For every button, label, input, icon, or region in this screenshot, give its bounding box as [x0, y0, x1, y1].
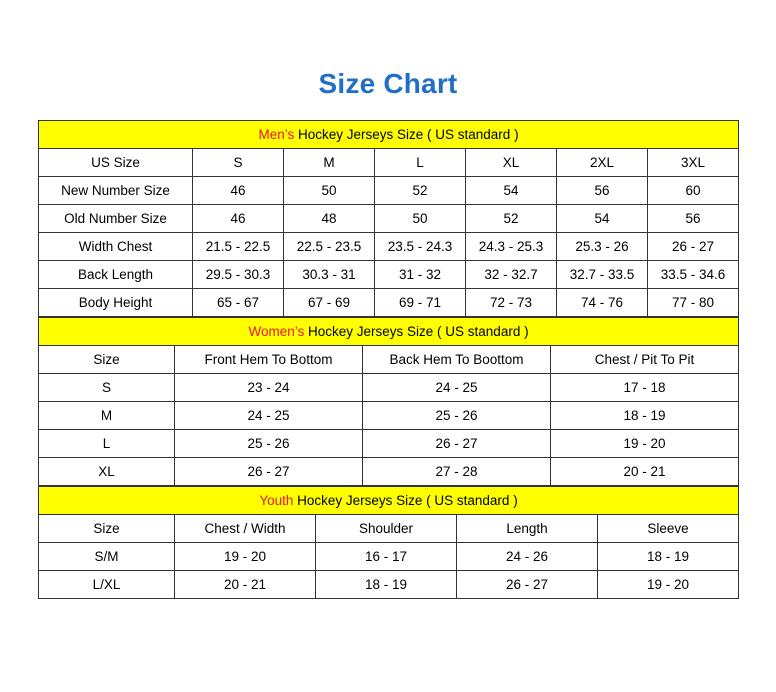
- youth-size-table: [38, 486, 739, 599]
- mens-col-4: XL: [466, 149, 557, 177]
- mens-row-1-val-0: 46: [193, 205, 284, 233]
- womens-row-1-val-1: 25 - 26: [363, 402, 551, 430]
- youth-section-heading: [39, 487, 739, 515]
- table-row: [39, 261, 739, 289]
- mens-row-3-val-5: 33.5 - 34.6: [648, 261, 739, 289]
- womens-row-3-val-1: 27 - 28: [363, 458, 551, 486]
- mens-row-1-val-2: 50: [375, 205, 466, 233]
- table-row: [39, 205, 739, 233]
- youth-heading-rest: Hockey Jerseys Size ( US standard ): [293, 493, 518, 508]
- mens-row-2-val-5: 26 - 27: [648, 233, 739, 261]
- womens-row-3-val-0: 26 - 27: [175, 458, 363, 486]
- womens-heading-cell: [39, 318, 739, 346]
- mens-col-6: 3XL: [648, 149, 739, 177]
- womens-row-1-label: M: [39, 402, 175, 430]
- mens-row-1-val-1: 48: [284, 205, 375, 233]
- size-chart: [38, 120, 738, 599]
- youth-row-1-val-3: 19 - 20: [598, 571, 739, 599]
- mens-row-2-val-3: 24.3 - 25.3: [466, 233, 557, 261]
- womens-row-3-val-2: 20 - 21: [551, 458, 739, 486]
- mens-row-1-label: Old Number Size: [39, 205, 193, 233]
- womens-row-2-label: L: [39, 430, 175, 458]
- mens-row-0-val-3: 54: [466, 177, 557, 205]
- mens-row-0-val-1: 50: [284, 177, 375, 205]
- youth-col-2: Shoulder: [316, 515, 457, 543]
- youth-row-0-val-1: 16 - 17: [316, 543, 457, 571]
- youth-row-0-label: S/M: [39, 543, 175, 571]
- mens-row-0-val-2: 52: [375, 177, 466, 205]
- table-row: [39, 233, 739, 261]
- youth-heading-cell: [39, 487, 739, 515]
- table-row: [39, 374, 739, 402]
- mens-row-3-val-2: 31 - 32: [375, 261, 466, 289]
- mens-row-3-label: Back Length: [39, 261, 193, 289]
- womens-col-2: Back Hem To Boottom: [363, 346, 551, 374]
- mens-col-1: S: [193, 149, 284, 177]
- youth-row-1-val-2: 26 - 27: [457, 571, 598, 599]
- mens-row-3-val-0: 29.5 - 30.3: [193, 261, 284, 289]
- mens-row-3-val-1: 30.3 - 31: [284, 261, 375, 289]
- mens-row-4-val-1: 67 - 69: [284, 289, 375, 317]
- mens-col-5: 2XL: [557, 149, 648, 177]
- table-row: [39, 458, 739, 486]
- womens-row-2-val-0: 25 - 26: [175, 430, 363, 458]
- youth-col-0: Size: [39, 515, 175, 543]
- table-row: [39, 177, 739, 205]
- mens-row-0-val-4: 56: [557, 177, 648, 205]
- table-row: [39, 430, 739, 458]
- womens-row-2-val-1: 26 - 27: [363, 430, 551, 458]
- mens-section-heading: [39, 121, 739, 149]
- mens-row-4-label: Body Height: [39, 289, 193, 317]
- mens-row-4-val-5: 77 - 80: [648, 289, 739, 317]
- womens-row-0-val-2: 17 - 18: [551, 374, 739, 402]
- mens-row-2-val-0: 21.5 - 22.5: [193, 233, 284, 261]
- youth-col-4: Sleeve: [598, 515, 739, 543]
- youth-row-1-val-0: 20 - 21: [175, 571, 316, 599]
- mens-col-0: US Size: [39, 149, 193, 177]
- youth-row-1-label: L/XL: [39, 571, 175, 599]
- mens-row-3-val-4: 32.7 - 33.5: [557, 261, 648, 289]
- mens-row-4-val-3: 72 - 73: [466, 289, 557, 317]
- mens-row-4-val-2: 69 - 71: [375, 289, 466, 317]
- youth-row-0-val-3: 18 - 19: [598, 543, 739, 571]
- mens-row-2-val-2: 23.5 - 24.3: [375, 233, 466, 261]
- womens-row-3-label: XL: [39, 458, 175, 486]
- mens-col-3: L: [375, 149, 466, 177]
- mens-row-2-val-4: 25.3 - 26: [557, 233, 648, 261]
- womens-size-table: [38, 317, 739, 486]
- mens-row-4-val-4: 74 - 76: [557, 289, 648, 317]
- womens-row-2-val-2: 19 - 20: [551, 430, 739, 458]
- youth-col-3: Length: [457, 515, 598, 543]
- womens-col-0: Size: [39, 346, 175, 374]
- mens-row-2-label: Width Chest: [39, 233, 193, 261]
- womens-heading-accent: Women’s: [248, 324, 305, 339]
- page-title: Size Chart: [318, 68, 458, 99]
- mens-heading-cell: [39, 121, 739, 149]
- womens-col-3: Chest / Pit To Pit: [551, 346, 739, 374]
- mens-row-1-val-3: 52: [466, 205, 557, 233]
- table-row: [39, 543, 739, 571]
- mens-row-1-val-5: 56: [648, 205, 739, 233]
- womens-row-1-val-2: 18 - 19: [551, 402, 739, 430]
- womens-row-0-val-1: 24 - 25: [363, 374, 551, 402]
- mens-col-2: M: [284, 149, 375, 177]
- table-row: [39, 289, 739, 317]
- youth-row-0-val-2: 24 - 26: [457, 543, 598, 571]
- mens-row-3-val-3: 32 - 32.7: [466, 261, 557, 289]
- youth-col-1: Chest / Width: [175, 515, 316, 543]
- youth-heading-accent: Youth: [259, 493, 294, 508]
- womens-row-0-val-0: 23 - 24: [175, 374, 363, 402]
- womens-col-1: Front Hem To Bottom: [175, 346, 363, 374]
- table-row: [39, 402, 739, 430]
- womens-heading-rest: Hockey Jerseys Size ( US standard ): [304, 324, 529, 339]
- mens-column-header-row: [39, 149, 739, 177]
- mens-row-0-label: New Number Size: [39, 177, 193, 205]
- mens-row-0-val-0: 46: [193, 177, 284, 205]
- mens-heading-rest: Hockey Jerseys Size ( US standard ): [294, 127, 519, 142]
- mens-row-4-val-0: 65 - 67: [193, 289, 284, 317]
- womens-row-0-label: S: [39, 374, 175, 402]
- youth-row-0-val-0: 19 - 20: [175, 543, 316, 571]
- mens-size-table: [38, 120, 739, 317]
- womens-column-header-row: [39, 346, 739, 374]
- womens-section-heading: [39, 318, 739, 346]
- youth-row-1-val-1: 18 - 19: [316, 571, 457, 599]
- mens-heading-accent: Men’s: [258, 127, 295, 142]
- youth-column-header-row: [39, 515, 739, 543]
- mens-row-0-val-5: 60: [648, 177, 739, 205]
- womens-row-1-val-0: 24 - 25: [175, 402, 363, 430]
- table-row: [39, 571, 739, 599]
- mens-row-2-val-1: 22.5 - 23.5: [284, 233, 375, 261]
- mens-row-1-val-4: 54: [557, 205, 648, 233]
